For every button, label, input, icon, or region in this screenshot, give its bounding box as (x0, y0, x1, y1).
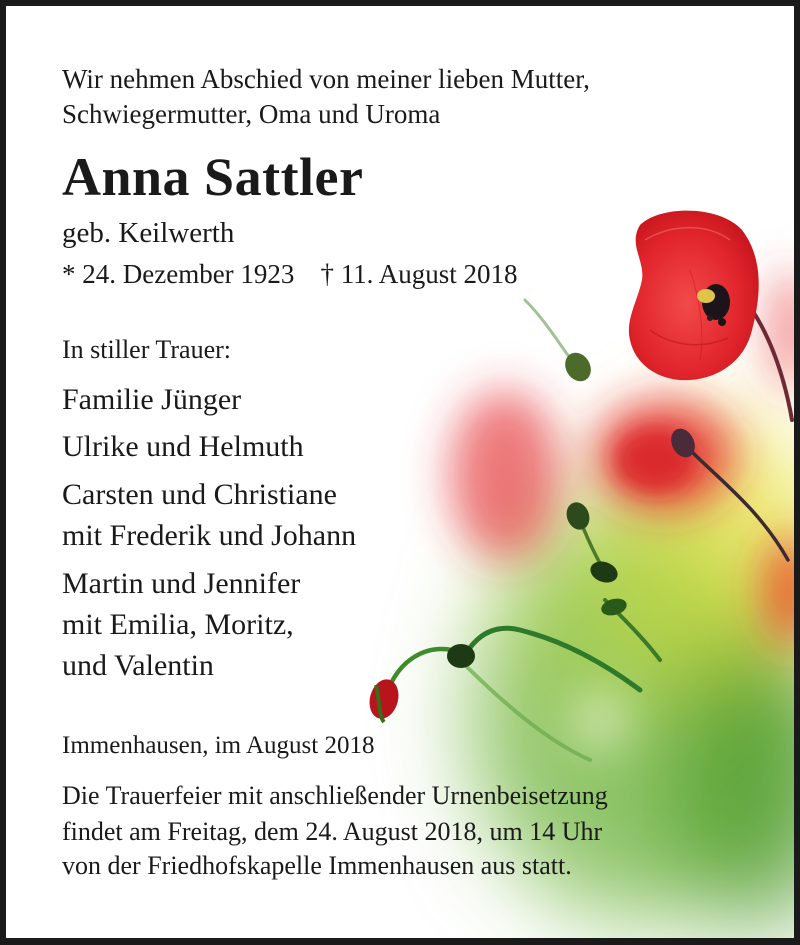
deceased-name: Anna Sattler (62, 147, 364, 207)
mourner-line: Martin und Jennifer (62, 567, 301, 600)
intro-line-2: Schwiegermutter, Oma und Uroma (62, 99, 441, 129)
mourner-line: mit Frederik und Johann (62, 519, 357, 552)
death-date: † 11. August 2018 (320, 259, 518, 289)
ceremony-line-3: von der Friedhofskapelle Immenhausen aus statt. (62, 851, 572, 880)
place-and-date: Immenhausen, im August 2018 (62, 732, 375, 759)
intro-line-1: Wir nehmen Abschied von meiner lieben Mutter, (62, 64, 590, 94)
mourner-line: Familie Jünger (62, 383, 242, 416)
mourners-heading: In stiller Trauer: (62, 335, 231, 364)
life-dates (62, 258, 517, 290)
birth-name: geb. Keilwerth (62, 217, 235, 249)
ceremony-line-1: Die Trauerfeier mit anschließender Urnenbeisetzung (62, 781, 608, 810)
mourner-line: mit Emilia, Moritz, (62, 608, 294, 641)
mourner-line: und Valentin (62, 649, 214, 682)
birth-date: * 24. Dezember 1923 (62, 259, 295, 289)
ceremony-line-2: findet am Freitag, dem 24. August 2018, um 14 Uhr (62, 817, 603, 846)
mourner-line: Ulrike und Helmuth (62, 430, 304, 463)
mourner-line: Carsten und Christiane (62, 478, 337, 511)
